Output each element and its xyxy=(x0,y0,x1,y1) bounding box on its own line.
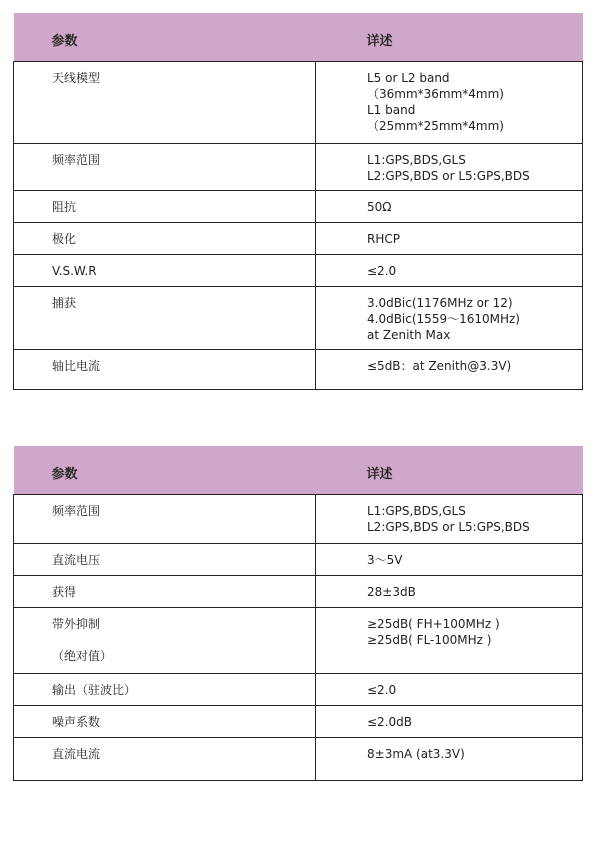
param-text-line: 直流电压 xyxy=(52,553,101,567)
detail-text-line: RHCP xyxy=(367,232,400,246)
param-cell xyxy=(14,608,316,674)
param-cell xyxy=(14,255,316,287)
detail-text-line: （36mm*36mm*4mm) xyxy=(367,87,504,101)
table-row xyxy=(14,495,583,544)
detail-text-line: ≤2.0dB xyxy=(367,715,412,729)
param-text-line: 带外抑制 xyxy=(52,617,101,631)
table-row xyxy=(14,144,583,191)
detail-text-line: 3.0dBic(1176MHz or 12) xyxy=(367,296,513,310)
detail-column-header: 详述 xyxy=(316,446,583,495)
detail-cell xyxy=(316,62,583,144)
param-text-line: 捕获 xyxy=(52,296,77,310)
param-cell xyxy=(14,144,316,191)
detail-cell xyxy=(316,738,583,781)
detail-cell xyxy=(316,674,583,706)
param-cell xyxy=(14,674,316,706)
detail-text-line: ≥25dB( FL-100MHz ) xyxy=(367,633,492,647)
table-row xyxy=(14,576,583,608)
detail-text-line: L2:GPS,BDS or L5:GPS,BDS xyxy=(367,169,530,183)
table-row xyxy=(14,738,583,781)
param-cell xyxy=(14,495,316,544)
param-cell xyxy=(14,350,316,390)
detail-cell xyxy=(316,495,583,544)
table-row xyxy=(14,255,583,287)
table-row xyxy=(14,674,583,706)
table-body xyxy=(14,62,583,390)
detail-cell xyxy=(316,287,583,350)
table-header-row xyxy=(14,446,583,495)
detail-cell xyxy=(316,576,583,608)
param-cell xyxy=(14,191,316,223)
param-text-line: 输出（驻波比） xyxy=(52,683,137,697)
detail-text-line: ≤2.0 xyxy=(367,683,397,697)
param-text-line: 频率范围 xyxy=(52,504,101,518)
detail-text-line: 4.0dBic(1559～1610MHz) xyxy=(367,312,520,326)
param-text-line: 轴比电流 xyxy=(52,359,101,373)
detail-text-line: L1:GPS,BDS,GLS xyxy=(367,153,466,167)
detail-cell xyxy=(316,144,583,191)
param-cell xyxy=(14,62,316,144)
param-text-line: 极化 xyxy=(52,232,77,246)
param-text-line: 天线模型 xyxy=(52,71,101,85)
detail-cell xyxy=(316,255,583,287)
detail-text-line: L1:GPS,BDS,GLS xyxy=(367,504,466,518)
table-row xyxy=(14,544,583,576)
table-row xyxy=(14,706,583,738)
table-row xyxy=(14,608,583,674)
table-body xyxy=(14,495,583,781)
param-text-line xyxy=(52,632,315,648)
detail-text-line: （25mm*25mm*4mm) xyxy=(367,119,504,133)
detail-text-line: L5 or L2 band xyxy=(367,71,450,85)
param-text-line: 直流电流 xyxy=(52,747,101,761)
detail-text-line: 50Ω xyxy=(367,200,392,214)
detail-column-header: 详述 xyxy=(316,13,583,62)
table-row xyxy=(14,62,583,144)
param-cell xyxy=(14,223,316,255)
detail-cell xyxy=(316,223,583,255)
param-cell xyxy=(14,544,316,576)
param-cell xyxy=(14,738,316,781)
param-cell xyxy=(14,706,316,738)
detail-text-line: ≥25dB( FH+100MHz ) xyxy=(367,617,500,631)
table-row xyxy=(14,350,583,390)
antenna-spec-table xyxy=(13,13,583,390)
table-header-row xyxy=(14,13,583,62)
detail-text-line: 3～5V xyxy=(367,553,403,567)
detail-cell xyxy=(316,350,583,390)
detail-text-line: 28±3dB xyxy=(367,585,416,599)
detail-text-line: L1 band xyxy=(367,103,416,117)
table-row xyxy=(14,287,583,350)
table-row xyxy=(14,223,583,255)
detail-cell xyxy=(316,706,583,738)
param-cell xyxy=(14,576,316,608)
detail-cell xyxy=(316,544,583,576)
param-cell xyxy=(14,287,316,350)
param-text-line: 获得 xyxy=(52,585,77,599)
detail-cell xyxy=(316,191,583,223)
detail-cell xyxy=(316,608,583,674)
detail-text-line: 8±3mA (at3.3V) xyxy=(367,747,465,761)
detail-text-line: ≤5dB：at Zenith@3.3V) xyxy=(367,359,512,373)
table-row xyxy=(14,191,583,223)
detail-text-line: at Zenith Max xyxy=(367,328,451,342)
param-column-header: 参数 xyxy=(14,13,316,62)
param-text-line: 频率范围 xyxy=(52,153,101,167)
param-text-line: 噪声系数 xyxy=(52,715,101,729)
lna-spec-table xyxy=(13,446,583,781)
param-text-line: （绝对值） xyxy=(52,649,113,663)
param-text-line: V.S.W.R xyxy=(52,264,97,278)
param-column-header: 参数 xyxy=(14,446,316,495)
detail-text-line: L2:GPS,BDS or L5:GPS,BDS xyxy=(367,520,530,534)
param-text-line: 阻抗 xyxy=(52,200,77,214)
detail-text-line: ≤2.0 xyxy=(367,264,397,278)
